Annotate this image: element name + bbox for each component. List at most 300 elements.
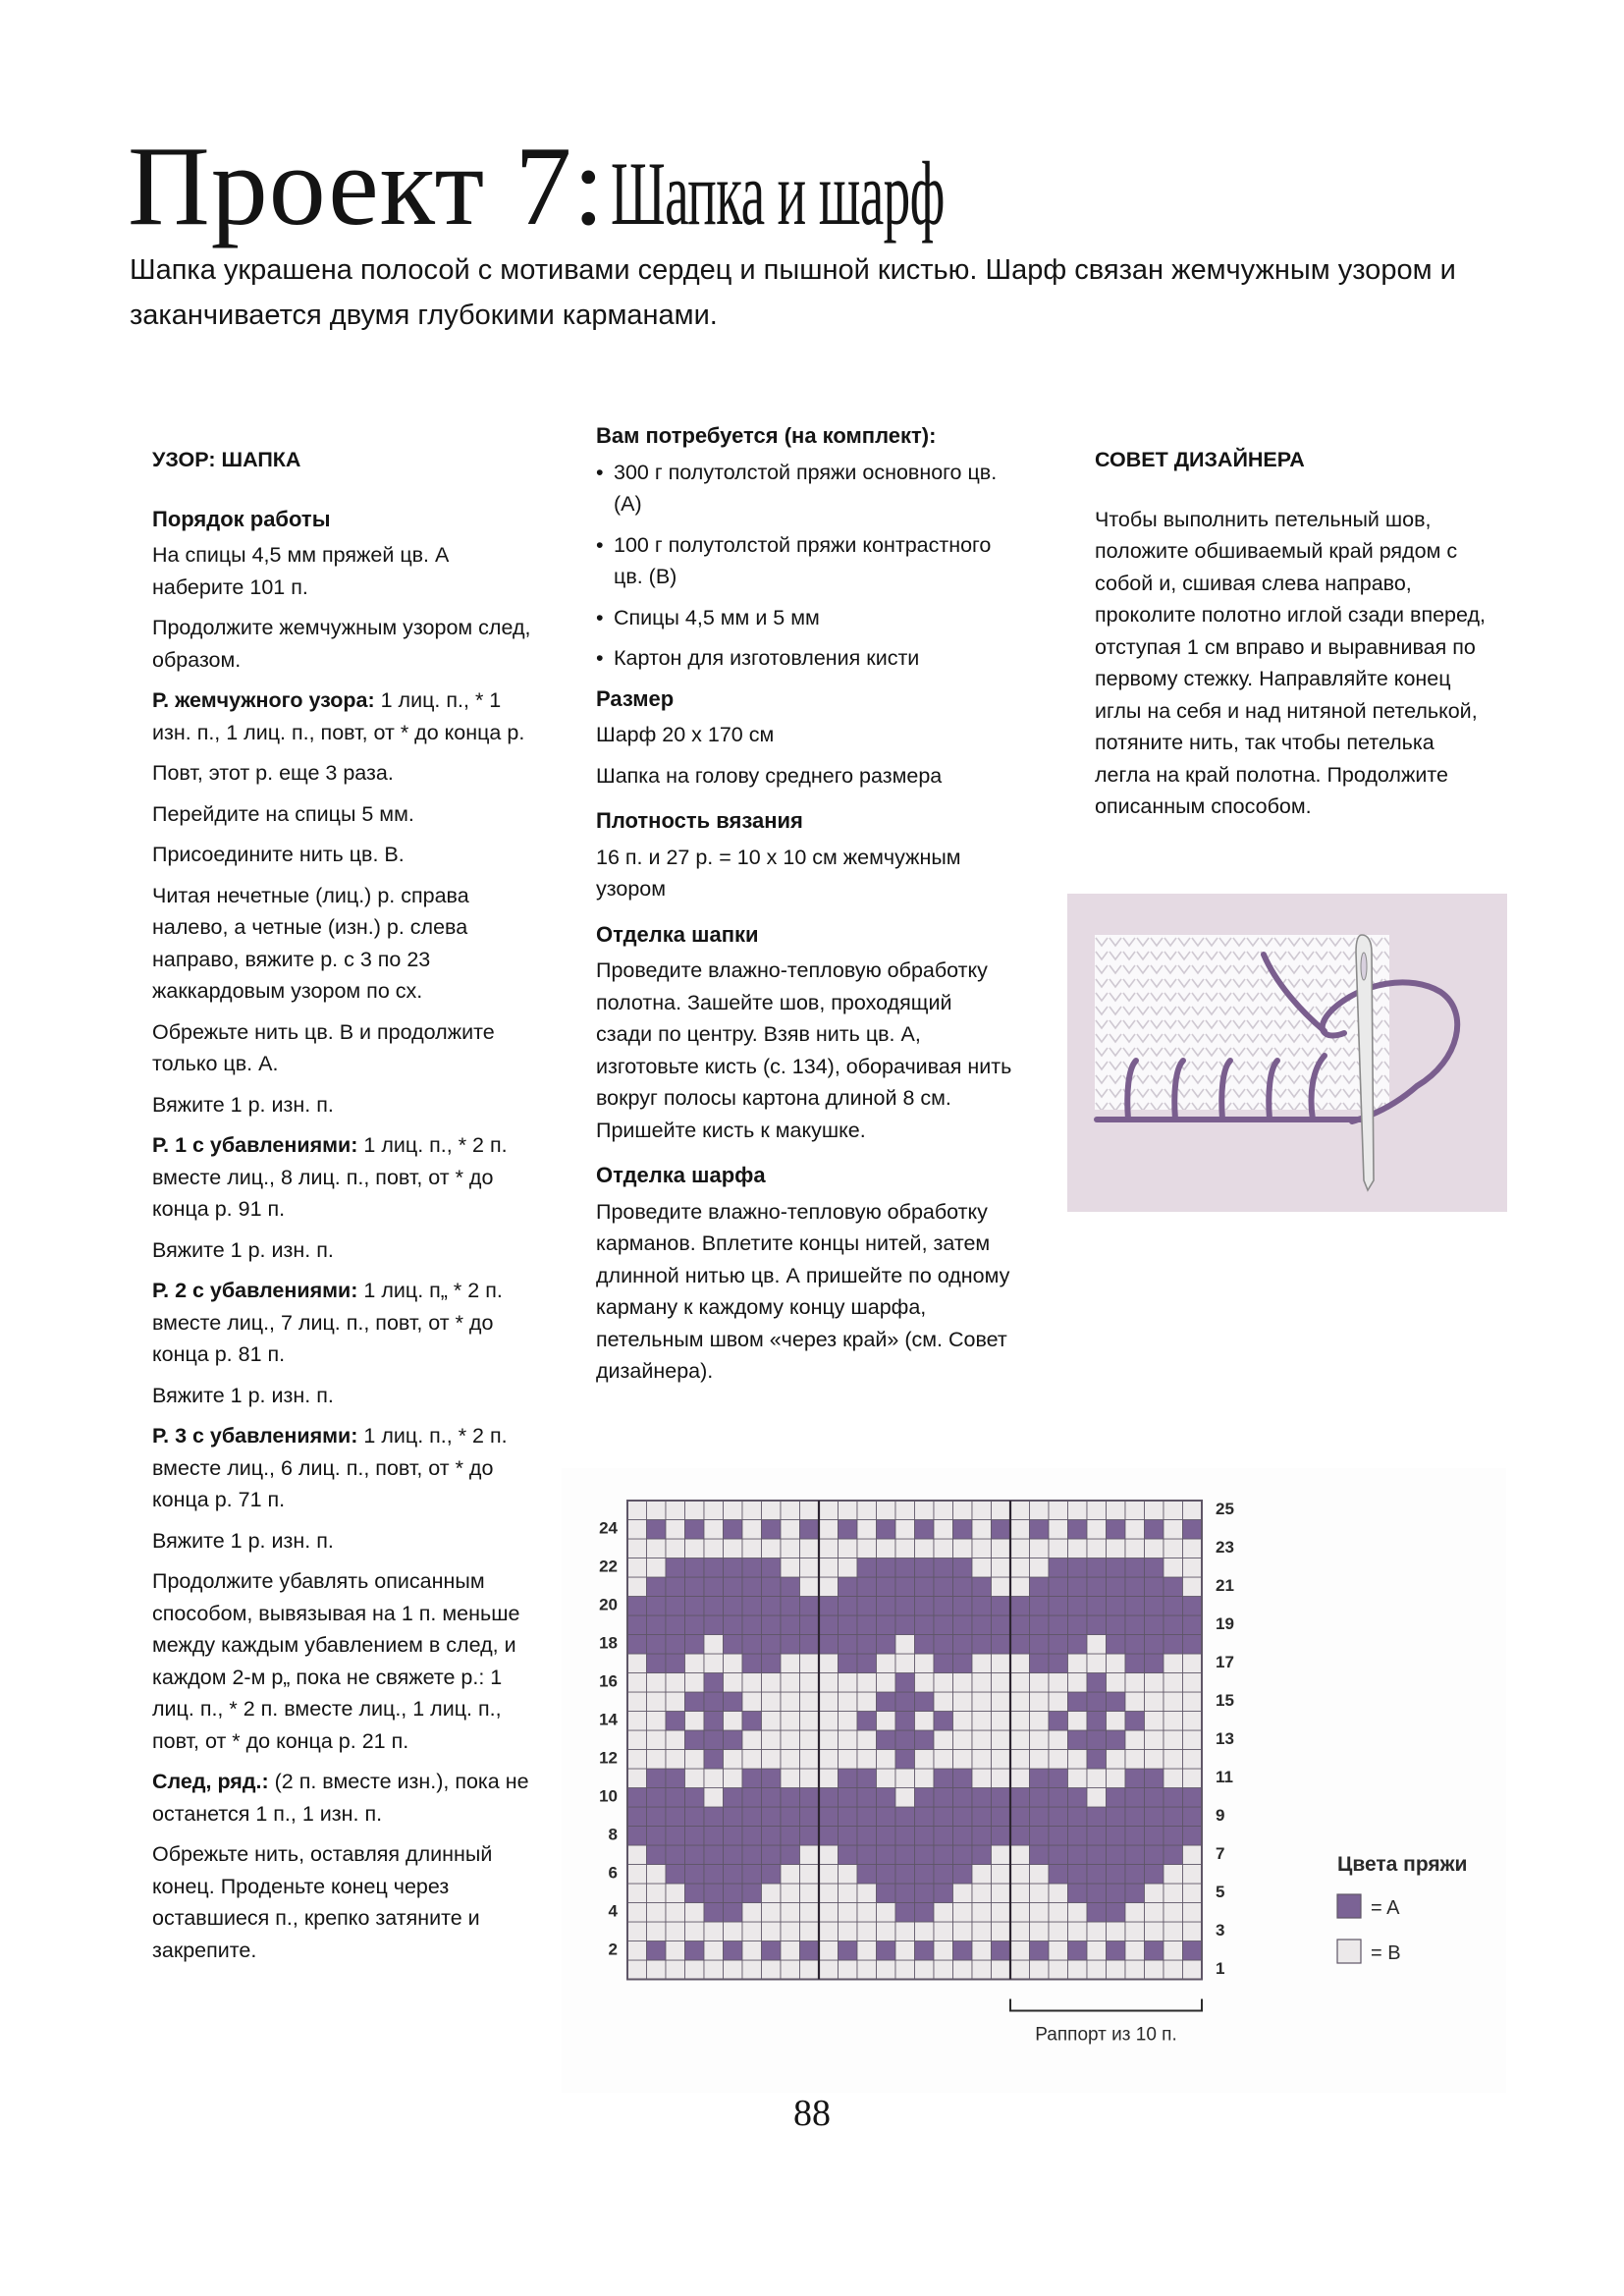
materials-item: • 100 г полутолстой пряжи контрастного цв. (В) (596, 529, 1013, 593)
chart-cell (704, 1635, 724, 1655)
hat-steps-list (152, 539, 540, 1966)
chart-cell (819, 1692, 839, 1712)
chart-cell (934, 1654, 953, 1673)
chart-cell (666, 1635, 685, 1655)
chart-cell (685, 1941, 705, 1961)
chart-cell (781, 1827, 800, 1846)
hat-step-text: Обрежьте нить, оставляя длинный конец. Проденьте конец через оставшиеся п., крепко затяните и закрепите. (152, 1842, 493, 1962)
chart-cell (953, 1788, 973, 1808)
legend-swatch (1337, 1894, 1361, 1918)
chart-cell (685, 1730, 705, 1750)
chart-cell (781, 1922, 800, 1941)
chart-cell (666, 1960, 685, 1980)
chart-cell (1087, 1807, 1107, 1827)
chart-cell (666, 1520, 685, 1540)
chart-cell (647, 1960, 667, 1980)
chart-cell (781, 1788, 800, 1808)
chart-cell (1145, 1712, 1164, 1731)
chart-cell (839, 1827, 858, 1846)
chart-cell (1107, 1769, 1126, 1788)
legend-label: = A (1371, 1897, 1400, 1919)
chart-cell (1107, 1654, 1126, 1673)
chart-cell (1183, 1692, 1203, 1712)
chart-cell (1164, 1635, 1183, 1655)
chart-cell (1164, 1615, 1183, 1635)
chart-cell (666, 1539, 685, 1558)
chart-cell (1145, 1903, 1164, 1923)
hat-step-text: Перейдите на спицы 5 мм. (152, 801, 414, 826)
row-label-left: 10 (599, 1786, 618, 1806)
chart-cell (704, 1865, 724, 1885)
materials-heading: Вам потребуется (на комплект): (596, 423, 937, 448)
chart-cell (762, 1615, 782, 1635)
chart-cell (1145, 1692, 1164, 1712)
hat-step-text: Читая нечетные (лиц.) р. справа налево, а четные (изн.) р. слева направо, вяжите р. с 3 по 23 жаккардовым узором по сх. (152, 883, 469, 1003)
chart-cell (953, 1692, 973, 1712)
chart-cell (1087, 1960, 1107, 1980)
chart-cell (857, 1577, 877, 1597)
chart-cell (992, 1597, 1011, 1616)
chart-cell (1087, 1539, 1107, 1558)
chart-cell (1087, 1730, 1107, 1750)
chart-cell (839, 1539, 858, 1558)
chart-cell (1030, 1635, 1050, 1655)
row-label-right: 13 (1216, 1729, 1234, 1749)
chart-cell (992, 1558, 1011, 1578)
chart-cell (800, 1960, 820, 1980)
chart-cell (685, 1635, 705, 1655)
row-label-left: 22 (599, 1557, 618, 1576)
work-order-heading: Порядок работы (152, 506, 331, 531)
chart-cell (666, 1845, 685, 1865)
chart-cell (953, 1941, 973, 1961)
chart-cell (839, 1807, 858, 1827)
chart-cell (647, 1807, 667, 1827)
chart-cell (857, 1635, 877, 1655)
chart-cell (895, 1692, 915, 1712)
chart-cell (1164, 1827, 1183, 1846)
chart-cell (819, 1827, 839, 1846)
chart-cell (972, 1884, 992, 1903)
chart-cell (647, 1903, 667, 1923)
chart-cell (704, 1558, 724, 1578)
chart-cell (781, 1673, 800, 1693)
chart-cell (627, 1788, 647, 1808)
chart-cell (877, 1788, 896, 1808)
chart-cell (992, 1615, 1011, 1635)
chart-cell (1145, 1577, 1164, 1597)
chart-cell (1125, 1730, 1145, 1750)
chart-cell (877, 1577, 896, 1597)
hat-step (152, 1275, 540, 1371)
chart-cell (972, 1635, 992, 1655)
chart-cell (627, 1712, 647, 1731)
chart-cell (915, 1922, 935, 1941)
knitted-fabric (1095, 935, 1389, 1110)
chart-cell (627, 1520, 647, 1540)
chart-cell (742, 1577, 762, 1597)
chart-cell (895, 1615, 915, 1635)
chart-cell (1087, 1635, 1107, 1655)
chart-cell (857, 1539, 877, 1558)
chart-cell (800, 1597, 820, 1616)
materials-item: • 300 г полутолстой пряжи основного цв. (А) (596, 457, 1013, 520)
chart-cell (666, 1769, 685, 1788)
chart-cell (1087, 1845, 1107, 1865)
chart-cell (647, 1635, 667, 1655)
chart-cell (972, 1730, 992, 1750)
chart-cell (666, 1865, 685, 1885)
chart-cell (781, 1635, 800, 1655)
chart-cell (1087, 1941, 1107, 1961)
chart-cell (934, 1845, 953, 1865)
chart-cell (972, 1922, 992, 1941)
chart-cell (819, 1865, 839, 1885)
chart-cell (800, 1884, 820, 1903)
chart-cell (1049, 1865, 1068, 1885)
chart-cell (1068, 1597, 1088, 1616)
chart-cell (1010, 1922, 1030, 1941)
hat-step-text: Вяжите 1 р. изн. п. (152, 1383, 334, 1407)
chart-cell (877, 1597, 896, 1616)
chart-cell (685, 1597, 705, 1616)
chart-cell (953, 1654, 973, 1673)
chart-cell (934, 1615, 953, 1635)
chart-cell (704, 1577, 724, 1597)
chart-cell (685, 1750, 705, 1770)
chart-cell (627, 1769, 647, 1788)
chart-cell (895, 1922, 915, 1941)
chart-cell (762, 1730, 782, 1750)
chart-cell (934, 1539, 953, 1558)
chart-cell (1030, 1884, 1050, 1903)
chart-cell (1087, 1558, 1107, 1578)
chart-cell (1107, 1712, 1126, 1731)
chart-cell (781, 1615, 800, 1635)
chart-cell (992, 1884, 1011, 1903)
chart-cell (685, 1673, 705, 1693)
chart-cell (839, 1884, 858, 1903)
chart-cell (1183, 1960, 1203, 1980)
chart-cell (877, 1865, 896, 1885)
materials-list (596, 457, 1013, 675)
chart-cell (915, 1807, 935, 1827)
chart-cell (704, 1845, 724, 1865)
chart-cell (1049, 1788, 1068, 1808)
chart-cell (915, 1597, 935, 1616)
chart-cell (857, 1960, 877, 1980)
chart-cell (724, 1807, 743, 1827)
chart-cell (839, 1865, 858, 1885)
chart-cell (877, 1807, 896, 1827)
chart-cell (1049, 1807, 1068, 1827)
chart-cell (1010, 1597, 1030, 1616)
chart-cell (1049, 1730, 1068, 1750)
chart-cell (1183, 1539, 1203, 1558)
chart-cell (877, 1673, 896, 1693)
hat-step-text: Вяжите 1 р. изн. п. (152, 1237, 334, 1262)
chart-cell (1010, 1730, 1030, 1750)
row-label-right: 25 (1216, 1500, 1234, 1519)
chart-cell (800, 1827, 820, 1846)
chart-cell (953, 1635, 973, 1655)
chart-cell (953, 1730, 973, 1750)
chart-cell (1049, 1884, 1068, 1903)
row-label-right: 19 (1216, 1614, 1234, 1634)
chart-cell (934, 1520, 953, 1540)
chart-cell (839, 1769, 858, 1788)
chart-cell (666, 1597, 685, 1616)
chart-cell (953, 1615, 973, 1635)
chart-cell (704, 1903, 724, 1923)
chart-cell (742, 1673, 762, 1693)
chart-cell (1145, 1827, 1164, 1846)
chart-cell (1049, 1577, 1068, 1597)
chart-cell (1145, 1750, 1164, 1770)
hat-step-text: Продолжите убавлять описанным способом, вывязывая на 1 п. меньше между каждым убавлением в след, и каждом 2-м р„ пока не свяжете р.: 1 лиц. п., * 2 п. вместе лиц., 1 лиц. п., повт, от * до конца р. 21 п. (152, 1569, 520, 1753)
chart-cell (666, 1654, 685, 1673)
chart-cell (915, 1615, 935, 1635)
chart-cell (953, 1903, 973, 1923)
chart-cell (685, 1788, 705, 1808)
chart-cell (1107, 1730, 1126, 1750)
chart-cell (1125, 1941, 1145, 1961)
chart-cell (857, 1807, 877, 1827)
chart-cell (704, 1539, 724, 1558)
chart-cell (877, 1960, 896, 1980)
chart-cell (627, 1750, 647, 1770)
chart-cell (857, 1558, 877, 1578)
chart-cell (895, 1941, 915, 1961)
chart-cell (953, 1960, 973, 1980)
chart-cell (819, 1615, 839, 1635)
chart-cell (1068, 1501, 1088, 1520)
chart-cell (685, 1615, 705, 1635)
chart-cell (685, 1903, 705, 1923)
chart-cell (724, 1692, 743, 1712)
chart-cell (1164, 1845, 1183, 1865)
chart-cell (992, 1539, 1011, 1558)
chart-cell (1087, 1692, 1107, 1712)
chart-cell (953, 1712, 973, 1731)
chart-cell (915, 1788, 935, 1808)
chart-cell (762, 1865, 782, 1885)
gauge-heading: Плотность вязания (596, 808, 803, 833)
chart-cell (895, 1635, 915, 1655)
project-name-title: Шапка и шарф (611, 143, 946, 244)
chart-cell (934, 1558, 953, 1578)
chart-cell (1183, 1597, 1203, 1616)
chart-cell (857, 1692, 877, 1712)
chart-cell (724, 1750, 743, 1770)
chart-cell (895, 1539, 915, 1558)
hat-step-text: Вяжите 1 р. изн. п. (152, 1092, 334, 1117)
chart-cell (1010, 1941, 1030, 1961)
chart-cell (972, 1788, 992, 1808)
chart-cell (1049, 1941, 1068, 1961)
chart-cell (704, 1520, 724, 1540)
chart-cell (1183, 1922, 1203, 1941)
chart-cell (1145, 1845, 1164, 1865)
chart-cell (1010, 1903, 1030, 1923)
chart-cell (819, 1788, 839, 1808)
chart-cell (781, 1520, 800, 1540)
row-label-right: 23 (1216, 1538, 1234, 1558)
row-label-right: 21 (1216, 1576, 1234, 1596)
chart-cell (647, 1558, 667, 1578)
chart-cell (915, 1730, 935, 1750)
chart-cell (800, 1520, 820, 1540)
chart-cell (704, 1827, 724, 1846)
chart-cell (1125, 1845, 1145, 1865)
chart-cell (724, 1769, 743, 1788)
chart-cell (762, 1807, 782, 1827)
chart-cell (627, 1884, 647, 1903)
hat-step-label: Р. 2 с убавлениями: (152, 1279, 358, 1302)
materials-item: • Спицы 4,5 мм и 5 мм (596, 602, 1013, 634)
chart-cell (1010, 1884, 1030, 1903)
chart-cell (1030, 1597, 1050, 1616)
chart-cell (1049, 1692, 1068, 1712)
chart-cell (934, 1673, 953, 1693)
chart-cell (1030, 1520, 1050, 1540)
chart-cell (704, 1788, 724, 1808)
chart-cell (877, 1750, 896, 1770)
chart-cell (1107, 1922, 1126, 1941)
chart-cell (647, 1539, 667, 1558)
chart-cell (1010, 1539, 1030, 1558)
chart-cell (1010, 1827, 1030, 1846)
chart-cell (724, 1827, 743, 1846)
chart-cell (742, 1501, 762, 1520)
chart-cell (800, 1577, 820, 1597)
chart-cell (800, 1692, 820, 1712)
chart-cell (934, 1712, 953, 1731)
chart-cell (895, 1577, 915, 1597)
row-label-left: 12 (599, 1748, 618, 1768)
chart-cell (800, 1750, 820, 1770)
chart-cell (1068, 1807, 1088, 1827)
gauge-text: 16 п. и 27 р. = 10 х 10 см жемчужным узором (596, 845, 961, 901)
chart-cell (1030, 1730, 1050, 1750)
chart-cell (1049, 1558, 1068, 1578)
chart-cell (877, 1635, 896, 1655)
chart-cell (992, 1577, 1011, 1597)
row-label-right: 1 (1216, 1959, 1225, 1979)
chart-cell (1164, 1922, 1183, 1941)
chart-cell (1068, 1654, 1088, 1673)
intro-text: Шапка украшена полосой с мотивами сердец и пышной кистью. Шарф связан жемчужным узором и заканчивается двумя глубокими карманами. (130, 254, 1456, 331)
chart-cell (1068, 1730, 1088, 1750)
chart-cell (1010, 1615, 1030, 1635)
chart-cell (992, 1941, 1011, 1961)
chart-cell (1087, 1501, 1107, 1520)
chart-cell (895, 1730, 915, 1750)
chart-cell (1049, 1539, 1068, 1558)
row-label-left: 14 (599, 1710, 618, 1729)
chart-cell (1125, 1960, 1145, 1980)
hat-step-label: Р. 1 с убавлениями: (152, 1133, 358, 1157)
chart-cell (1164, 1960, 1183, 1980)
materials-item: • Картон для изготовления кисти (596, 642, 1013, 675)
chart-cell (666, 1827, 685, 1846)
chart-cell (1107, 1941, 1126, 1961)
chart-cell (819, 1712, 839, 1731)
chart-cell (742, 1692, 762, 1712)
chart-cell (992, 1922, 1011, 1941)
colorwork-chart-svg (562, 1468, 1506, 2093)
chart-cell (762, 1539, 782, 1558)
chart-cell (953, 1865, 973, 1885)
chart-cell (627, 1827, 647, 1846)
chart-cell (1183, 1769, 1203, 1788)
chart-cell (762, 1788, 782, 1808)
chart-cell (877, 1845, 896, 1865)
chart-cell (1049, 1827, 1068, 1846)
chart-cell (666, 1941, 685, 1961)
chart-cell (781, 1558, 800, 1578)
chart-cell (915, 1884, 935, 1903)
chart-cell (1030, 1539, 1050, 1558)
chart-cell (647, 1865, 667, 1885)
chart-cell (1087, 1673, 1107, 1693)
hat-step (152, 1016, 540, 1080)
chart-cell (1010, 1654, 1030, 1673)
chart-cell (1107, 1750, 1126, 1770)
hat-step-text: Продолжите жемчужным узором след, образом. (152, 616, 531, 672)
chart-cell (1164, 1539, 1183, 1558)
chart-cell (819, 1922, 839, 1941)
chart-cell (839, 1501, 858, 1520)
chart-cell (742, 1615, 762, 1635)
chart-cell (1068, 1903, 1088, 1923)
chart-cell (895, 1520, 915, 1540)
chart-cell (666, 1922, 685, 1941)
chart-cell (627, 1597, 647, 1616)
chart-cell (1030, 1615, 1050, 1635)
chart-cell (877, 1827, 896, 1846)
chart-cell (1030, 1941, 1050, 1961)
chart-cell (953, 1673, 973, 1693)
chart-cell (895, 1673, 915, 1693)
chart-cell (724, 1654, 743, 1673)
chart-cell (1183, 1520, 1203, 1540)
chart-cell (915, 1845, 935, 1865)
chart-cell (800, 1539, 820, 1558)
hat-step-label: След, ряд.: (152, 1770, 269, 1793)
chart-cell (1125, 1884, 1145, 1903)
chart-cell (1049, 1501, 1068, 1520)
chart-cell (666, 1558, 685, 1578)
hat-step (152, 880, 540, 1008)
chart-cell (819, 1597, 839, 1616)
row-label-left: 20 (599, 1595, 618, 1614)
chart-cell (1145, 1539, 1164, 1558)
hat-step (152, 1129, 540, 1226)
chart-cell (915, 1865, 935, 1885)
chart-cell (1125, 1501, 1145, 1520)
chart-cell (627, 1922, 647, 1941)
chart-cell (857, 1750, 877, 1770)
chart-cell (972, 1845, 992, 1865)
chart-cell (839, 1845, 858, 1865)
chart-cell (1030, 1558, 1050, 1578)
chart-cell (877, 1692, 896, 1712)
chart-cell (762, 1941, 782, 1961)
chart-cell (647, 1922, 667, 1941)
chart-cell (1068, 1577, 1088, 1597)
chart-cell (685, 1827, 705, 1846)
